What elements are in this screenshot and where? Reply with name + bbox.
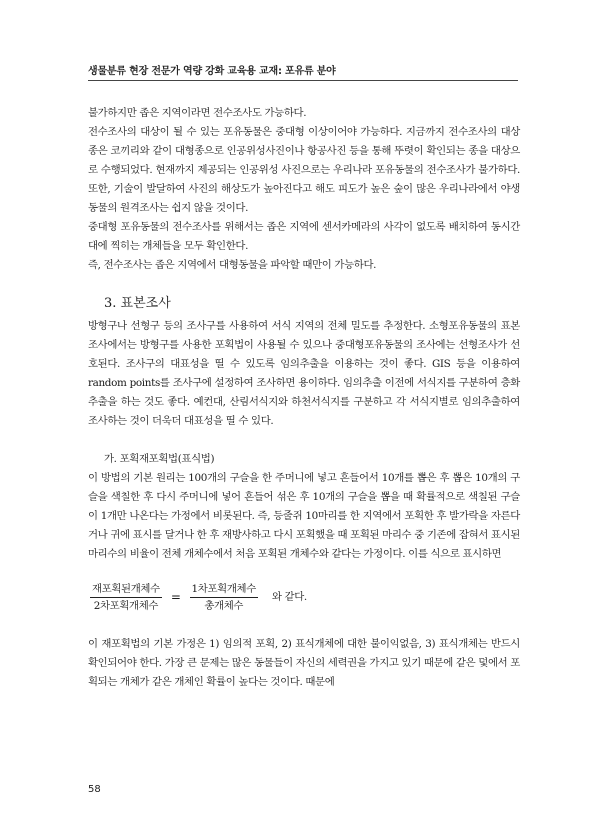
paragraph: 방형구나 선형구 등의 조사구를 사용하여 서식 지역의 전체 밀도를 추정한다. 소형포유동물의 표본조사에서는 방형구를 사용한 포획법이 사용될 수 있으나 중대형포유동물의 조사에는 선형조사가 선호된다. 조사구의 대표성을 띨 수 있도록 임의추출을 이용하는 것이 좋다. GIS 등을 이용하여 random points를 조사구에 설정하여 조사하면 용이하다. 임의추출 이전에 서식지를 구분하여 층화추출을 하는 것도 좋다. 예컨대, 산림서식지와 하천서식지를 구분하고 각 서식지별로 임의추출하여 조사하는 것이 더욱더 대표성을 띨 수 있다. bbox=[88, 320, 520, 427]
paragraph: 즉, 전수조사는 좁은 지역에서 대형동물을 파악할 때만이 가능하다. bbox=[88, 259, 377, 271]
paragraph: 전수조사의 대상이 될 수 있는 포유동물은 중대형 이상이어야 가능하다. 지금까지 전수조사의 대상종은 코끼리와 같이 대형종으로 인공위성사진이나 항공사진 등을 통해 뚜렷이 확인되는 종을 대상으로 수행되었다. 현재까지 제공되는 인공위성 사진으로는 우리나라 포유동물의 전수조사가 불가하다. 또한, 기술이 발달하여 사진의 해상도가 높아진다고 해도 피도가 높은 숲이 많은 우리나라에서 야생동물의 원격조사는 쉽지 않을 것이다. bbox=[88, 126, 520, 214]
equals-sign: = bbox=[170, 590, 181, 604]
fraction-right bbox=[190, 582, 258, 613]
sub-heading: 가. 포획재포획법(표식법) bbox=[104, 453, 215, 465]
denominator: 총개체수 bbox=[204, 600, 244, 612]
header-divider bbox=[88, 80, 518, 81]
numerator: 재포획된개체수 bbox=[90, 582, 162, 598]
denominator: 2차포획개체수 bbox=[93, 600, 159, 612]
paragraph: 이 방법의 기본 원리는 100개의 구슬을 한 주머니에 넣고 흔들어서 10개를 뽑은 후 뽑은 10개의 구슬을 색칠한 후 다시 주머니에 넣어 흔들어 섞은 후 10개의 구슬을 뽑을 때 확률적으로 색칠된 구슬이 1개만 나온다는 가정에서 비롯된다. 즉, 등줄쥐 10마리를 한 지역에서 포획한 후 발가락을 자른다거나 귀에 표시를 달거나 한 후 재방사하고 다시 포획했을 때 포획된 마리수 중 기존에 잡혀서 표시된 마리수의 비율이 전체 개체수에서 처음 포획된 개체수와 같다는 가정이다. 이를 식으로 표시하면 bbox=[88, 472, 520, 560]
formula-tail: 와 같다. bbox=[271, 591, 307, 603]
running-header: 생물분류 현장 전문가 역량 강화 교육용 교재: 포유류 분야 bbox=[88, 66, 336, 77]
formula bbox=[90, 582, 520, 613]
paragraph: 중대형 포유동물의 전수조사를 위해서는 좁은 지역에 센서카메라의 사각이 없도록 배치하여 동시간대에 찍히는 개체들을 모두 확인한다. bbox=[88, 221, 520, 252]
page-number: 58 bbox=[88, 784, 101, 795]
paragraph: 이 재포획법의 기본 가정은 1) 임의적 포획, 2) 표식개체에 대한 불이익없음, 3) 표식개체는 반드시 확인되어야 한다. 가장 큰 문제는 많은 동물들이 자신의 세력권을 가지고 있기 때문에 같은 덫에서 포획되는 개체가 같은 개체인 확률이 높다는 것이다. 때문에 bbox=[88, 638, 520, 688]
section-heading: 3. 표본조사 bbox=[104, 296, 171, 311]
numerator: 1차포획개체수 bbox=[190, 582, 258, 598]
page-body bbox=[88, 104, 520, 692]
fraction-left bbox=[90, 582, 162, 613]
paragraph: 불가하지만 좁은 지역이라면 전수조사도 가능하다. bbox=[88, 107, 307, 119]
